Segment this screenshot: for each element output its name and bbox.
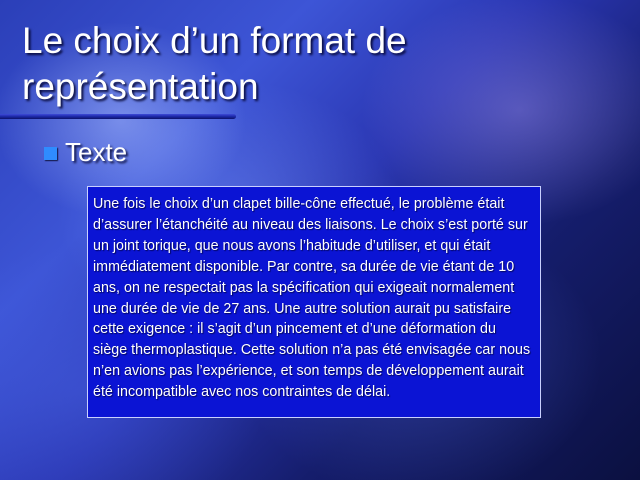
bullet-label: Texte [65,137,128,167]
slide-title-line-1: Le choix d’un format de [22,20,407,61]
body-text-box: Une fois le choix d’un clapet bille-cône effectué, le problème était d’assurer l’étanchéité au niveau des liaisons. Le choix s’est porté sur un joint torique, que nous avons l’habitude d’utiliser, et qui était immédiatement disponible. Par contre, sa durée de vie étant de 10 ans, on ne respectait pas la spécification qui exigeait normalement une durée de vie de 27 ans. Une autre solution aurait pu satisfaire cette exigence : il s’agit d’un pincement et d’une déformation du siège thermoplastique. Cette solution n’a pas été envisagée car nous n’en avions pas l’expérience, et son temps de développement aurait été incompatible avec nos contraintes de délai. [87,186,541,418]
square-bullet-icon [44,147,57,160]
bullet-item-texte [44,137,127,167]
title-underline-bar [0,114,236,119]
slide-title-line-2: représentation [22,66,259,107]
slide-title [22,18,612,110]
